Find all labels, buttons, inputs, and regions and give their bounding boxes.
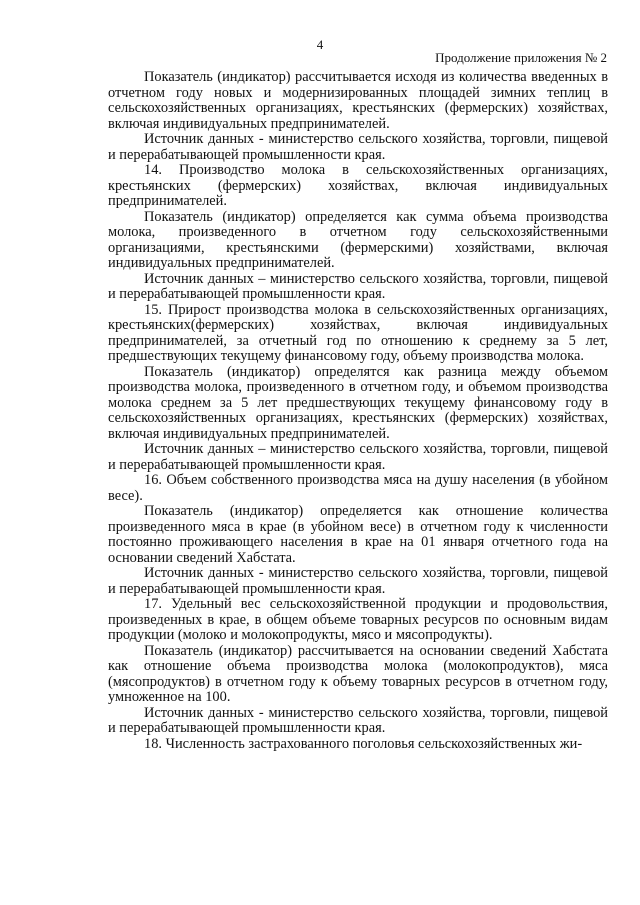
indicator-17-title: 17. Удельный вес сельскохозяйственной продукции и продовольствия, произведенных в крае, в общем объеме товарных ресурсов по основным видам продукции (молоко и молокопродукты, мясо и мясопродукты). (108, 596, 608, 643)
data-source-16: Источник данных - министерство сельского хозяйства, торговли, пищевой и перерабатывающей промышленности края. (108, 565, 608, 597)
indicator-16-method: Показатель (индикатор) определяется как отношение количества произведенного мяса в крае (в убойном весе) в отчетном году к численности постоянно проживающего населения в крае на 01 января отчетного года на основании сведений Хабстата. (108, 503, 608, 566)
data-source-17: Источник данных - министерство сельского хозяйства, торговли, пищевой и перерабатывающей промышленности края. (108, 704, 608, 736)
data-source-14: Источник данных – министерство сельского хозяйства, торговли, пищевой и перерабатывающей промышленности края. (108, 270, 608, 302)
document-body (108, 70, 608, 752)
indicator-method-greenhouses: Показатель (индикатор) рассчитывается исходя из количества введенных в отчетном году новых и модернизированных площадей зимних теплиц в сельскохозяйственных организациях, крестьянских (фермерских) хозяйствах, включая индивидуальных предпринимателей. (108, 69, 608, 132)
data-source-13: Источник данных - министерство сельского хозяйства, торговли, пищевой и перерабатывающей промышленности края. (108, 131, 608, 163)
indicator-14-method: Показатель (индикатор) определяется как сумма объема производства молока, произведенного в отчетном году сельскохозяйственными организациями, крестьянскими (фермерскими) хозяйствами, включая индивидуальных предпринимателей. (108, 208, 608, 271)
appendix-continuation-label: Продолжение приложения № 2 (435, 50, 607, 65)
indicator-15-title: 15. Прирост производства молока в сельскохозяйственных организациях, крестьянских(фермерских) хозяйствах, включая индивидуальных предпринимателей, за отчетный год по отношению к среднему за 5 лет, предшествующих текущему финансовому году, объему производства молока. (108, 301, 608, 364)
indicator-16-title: 16. Объем собственного производства мяса на душу населения (в убойном весе). (108, 472, 608, 504)
indicator-18-title: 18. Численность застрахованного поголовья сельскохозяйственных жи- (144, 735, 583, 752)
indicator-17-method: Показатель (индикатор) рассчитывается на основании сведений Хабстата как отношение объема производства молока (молокопродуктов), мяса (мясопродуктов) в отчетном году к объему товарных ресурсов в отчетном году, умноженное на 100. (108, 642, 608, 705)
indicator-14-title: 14. Производство молока в сельскохозяйственных организациях, крестьянских (фермерских) хозяйствах, включая индивидуальных предпринимателей. (108, 162, 608, 209)
data-source-15: Источник данных – министерство сельского хозяйства, торговли, пищевой и перерабатывающей промышленности края. (108, 441, 608, 473)
indicator-15-method: Показатель (индикатор) определятся как разница между объемом производства молока, произведенного в отчетном году, и объемом производства молока среднем за 5 лет предшествующих текущему финансовому году в сельскохозяйственных организациях, крестьянских (фермерских) хозяйствах, включая индивидуальных предпринимателей. (108, 363, 608, 442)
page-number: 4 (316, 37, 324, 52)
